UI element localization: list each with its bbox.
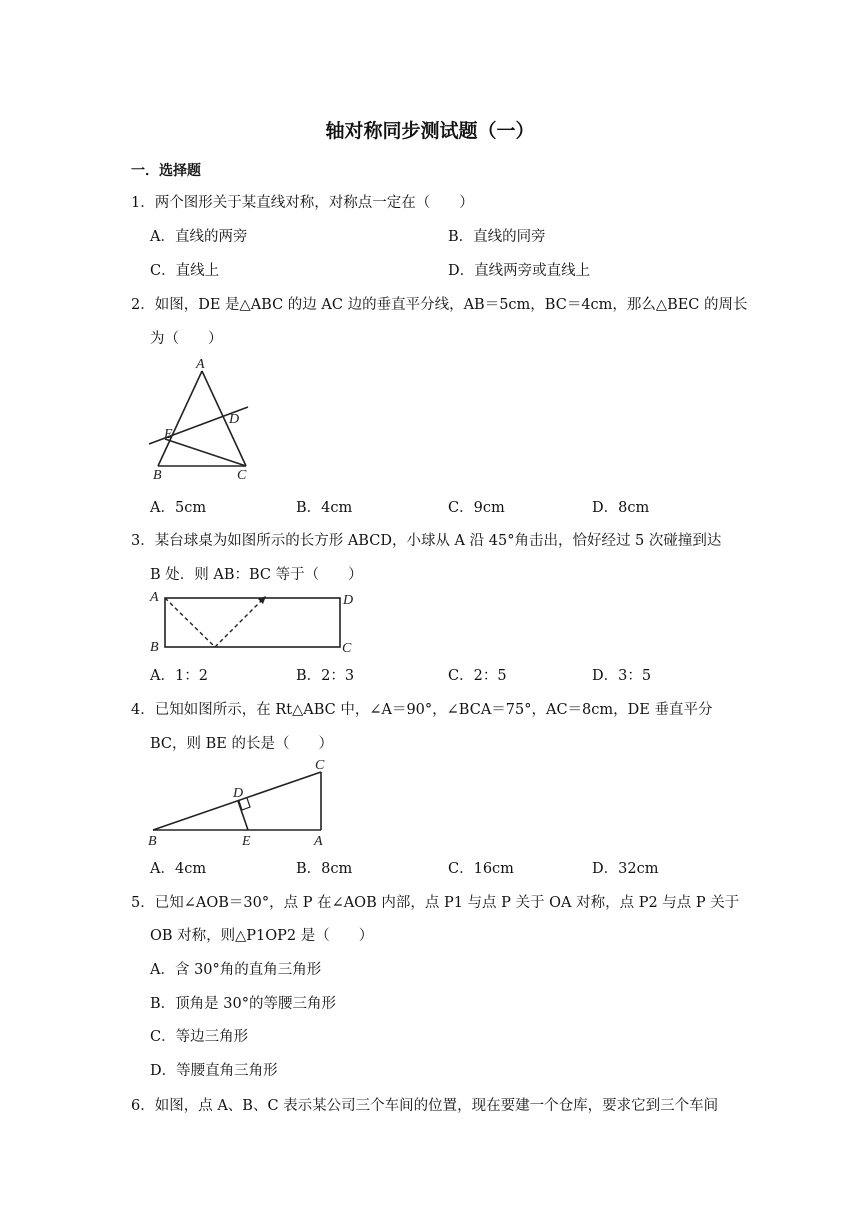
q3-label-d: D	[343, 593, 354, 608]
q1-option-c: C．直线上	[150, 263, 220, 279]
q3-label-b: B	[150, 640, 159, 655]
q4-right-triangle-figure	[145, 755, 335, 851]
page-title: 轴对称同步测试题（一）	[325, 120, 535, 142]
q4-option-b: B．8cm	[296, 861, 353, 877]
q5-option-d: D．等腰直角三角形	[150, 1063, 278, 1079]
q2-label-d: D	[229, 412, 240, 427]
q2-label-c: C	[237, 468, 247, 483]
q3-option-a: A．1：2	[150, 668, 208, 684]
question-4-line-2: BC，则 BE 的长是（ ）	[150, 736, 333, 752]
q4-label-a: A	[314, 834, 323, 849]
q2-option-d: D．8cm	[592, 500, 650, 516]
q2-option-b: B．4cm	[296, 500, 353, 516]
q5-option-c: C．等边三角形	[150, 1029, 249, 1045]
question-3-line-1: 3．某台球桌为如图所示的长方形 ABCD，小球从 A 沿 45°角击出，恰好经过 5 次碰撞到达	[131, 533, 722, 549]
q4-label-e: E	[242, 834, 251, 849]
q5-option-b: B．顶角是 30°的等腰三角形	[150, 996, 336, 1012]
q1-option-a: A．直线的两旁	[150, 229, 248, 245]
section-heading: 一．选择题	[131, 163, 201, 179]
q2-triangle-figure	[145, 355, 255, 485]
q4-option-a: A．4cm	[150, 861, 207, 877]
q2-option-c: C．9cm	[448, 500, 505, 516]
question-1-stem: 1．两个图形关于某直线对称，对称点一定在（ ）	[131, 195, 474, 211]
q4-label-c: C	[315, 758, 325, 773]
q4-option-c: C．16cm	[448, 861, 514, 877]
question-3-line-2: B 处．则 AB：BC 等于（ ）	[150, 567, 363, 583]
q1-option-d: D．直线两旁或直线上	[448, 263, 591, 279]
q3-option-c: C．2：5	[448, 668, 507, 684]
question-2-line-2: 为（ ）	[150, 331, 223, 347]
q2-option-a: A．5cm	[150, 500, 207, 516]
question-4-line-1: 4．已知如图所示，在 Rt△ABC 中，∠A＝90°，∠BCA＝75°，AC＝8cm，DE 垂直平分	[131, 702, 713, 718]
q3-option-d: D．3：5	[592, 668, 652, 684]
q1-option-b: B．直线的同旁	[448, 229, 546, 245]
q4-label-b: B	[148, 834, 157, 849]
q4-option-d: D．32cm	[592, 861, 659, 877]
question-5-line-2: OB 对称，则△P1OP2 是（ ）	[150, 928, 374, 944]
q5-option-a: A．含 30°角的直角三角形	[150, 962, 322, 978]
q2-label-b: B	[153, 468, 162, 483]
q3-label-c: C	[342, 641, 352, 655]
q3-billiard-table-figure	[145, 587, 360, 655]
question-6-line-1: 6．如图，点 A、B、C 表示某公司三个车间的位置，现在要建一个仓库，要求它到三个车间	[131, 1098, 719, 1114]
q3-label-a: A	[150, 590, 159, 605]
q2-label-e: E	[164, 427, 173, 442]
q4-label-d: D	[233, 786, 244, 801]
question-5-line-1: 5．已知∠AOB＝30°，点 P 在∠AOB 内部，点 P1 与点 P 关于 OA 对称，点 P2 与点 P 关于	[131, 895, 740, 911]
q2-label-a: A	[196, 357, 205, 372]
q3-option-b: B．2：3	[296, 668, 355, 684]
question-2-line-1: 2．如图，DE 是△ABC 的边 AC 边的垂直平分线，AB＝5cm，BC＝4cm，那么△BEC 的周长	[131, 297, 748, 313]
